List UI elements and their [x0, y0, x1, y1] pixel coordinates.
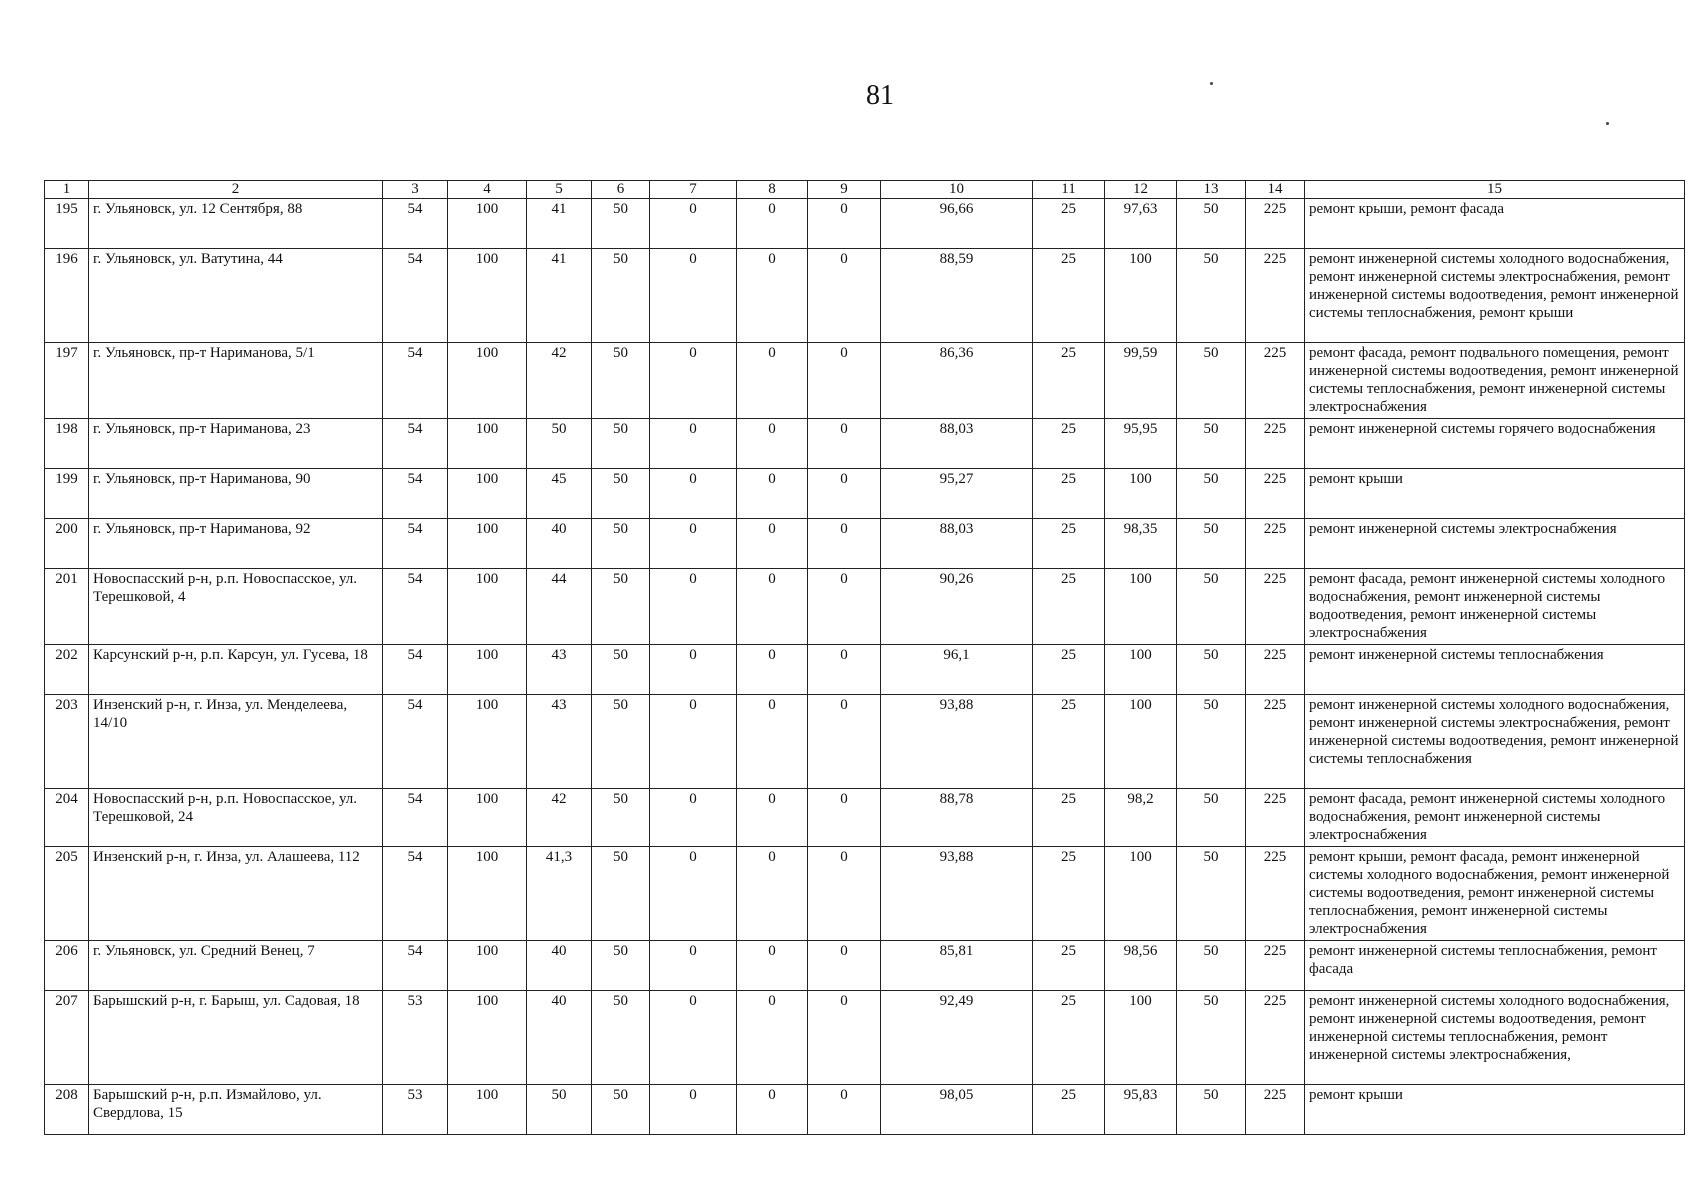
value-cell: 54	[383, 469, 448, 519]
address-cell: Барышский р-н, р.п. Измайлово, ул. Свердлова, 15	[89, 1085, 383, 1135]
value-cell: 42	[527, 789, 592, 847]
value-cell: 0	[737, 249, 808, 343]
row-number: 206	[45, 941, 89, 991]
value-cell: 50	[592, 941, 650, 991]
value-cell: 0	[737, 847, 808, 941]
value-cell: 100	[448, 941, 527, 991]
value-cell: 0	[737, 991, 808, 1085]
column-header: 2	[89, 181, 383, 199]
value-cell: 25	[1033, 519, 1105, 569]
value-cell: 100	[1105, 569, 1177, 645]
row-number: 205	[45, 847, 89, 941]
value-cell: 50	[1177, 419, 1246, 469]
value-cell: 40	[527, 941, 592, 991]
value-cell: 88,03	[881, 519, 1033, 569]
value-cell: 50	[1177, 199, 1246, 249]
value-cell: 100	[448, 419, 527, 469]
value-cell: 100	[448, 847, 527, 941]
column-header: 5	[527, 181, 592, 199]
value-cell: 0	[650, 645, 737, 695]
value-cell: 53	[383, 1085, 448, 1135]
table-row	[45, 991, 1685, 1085]
value-cell: 0	[737, 519, 808, 569]
value-cell: 225	[1246, 199, 1305, 249]
value-cell: 50	[592, 991, 650, 1085]
value-cell: 100	[448, 1085, 527, 1135]
value-cell: 100	[448, 249, 527, 343]
value-cell: 50	[592, 569, 650, 645]
column-header: 10	[881, 181, 1033, 199]
value-cell: 0	[808, 789, 881, 847]
value-cell: 25	[1033, 343, 1105, 419]
address-cell: Инзенский р-н, г. Инза, ул. Менделеева, 14/10	[89, 695, 383, 789]
value-cell: 42	[527, 343, 592, 419]
row-number: 204	[45, 789, 89, 847]
value-cell: 0	[737, 789, 808, 847]
value-cell: 50	[1177, 645, 1246, 695]
table-row	[45, 519, 1685, 569]
value-cell: 225	[1246, 645, 1305, 695]
address-cell: г. Ульяновск, ул. Ватутина, 44	[89, 249, 383, 343]
value-cell: 93,88	[881, 847, 1033, 941]
value-cell: 54	[383, 695, 448, 789]
value-cell: 50	[592, 419, 650, 469]
address-cell: Барышский р-н, г. Барыш, ул. Садовая, 18	[89, 991, 383, 1085]
value-cell: 225	[1246, 343, 1305, 419]
value-cell: 0	[650, 469, 737, 519]
value-cell: 95,83	[1105, 1085, 1177, 1135]
value-cell: 0	[808, 569, 881, 645]
value-cell: 0	[808, 1085, 881, 1135]
value-cell: 50	[1177, 343, 1246, 419]
value-cell: 50	[1177, 789, 1246, 847]
value-cell: 0	[650, 789, 737, 847]
value-cell: 50	[592, 199, 650, 249]
value-cell: 100	[448, 569, 527, 645]
column-header: 4	[448, 181, 527, 199]
value-cell: 54	[383, 645, 448, 695]
address-cell: Инзенский р-н, г. Инза, ул. Алашеева, 112	[89, 847, 383, 941]
value-cell: 25	[1033, 469, 1105, 519]
value-cell: 54	[383, 249, 448, 343]
value-cell: 98,2	[1105, 789, 1177, 847]
scan-speck	[1606, 122, 1609, 125]
value-cell: 96,1	[881, 645, 1033, 695]
row-number: 197	[45, 343, 89, 419]
value-cell: 225	[1246, 519, 1305, 569]
value-cell: 25	[1033, 695, 1105, 789]
value-cell: 0	[737, 695, 808, 789]
value-cell: 0	[808, 645, 881, 695]
value-cell: 54	[383, 519, 448, 569]
value-cell: 0	[650, 991, 737, 1085]
value-cell: 225	[1246, 847, 1305, 941]
value-cell: 100	[448, 991, 527, 1085]
works-cell: ремонт фасада, ремонт инженерной системы холодного водоснабжения, ремонт инженерной системы электроснабжения	[1305, 789, 1685, 847]
row-number: 207	[45, 991, 89, 1085]
value-cell: 0	[650, 249, 737, 343]
table-row	[45, 469, 1685, 519]
value-cell: 0	[737, 419, 808, 469]
value-cell: 0	[650, 519, 737, 569]
value-cell: 50	[1177, 469, 1246, 519]
value-cell: 0	[808, 469, 881, 519]
address-cell: Карсунский р-н, р.п. Карсун, ул. Гусева, 18	[89, 645, 383, 695]
value-cell: 0	[650, 847, 737, 941]
column-header: 12	[1105, 181, 1177, 199]
value-cell: 54	[383, 419, 448, 469]
value-cell: 43	[527, 645, 592, 695]
column-header: 1	[45, 181, 89, 199]
address-cell: Новоспасский р-н, р.п. Новоспасское, ул. Терешковой, 4	[89, 569, 383, 645]
value-cell: 50	[592, 249, 650, 343]
value-cell: 97,63	[1105, 199, 1177, 249]
column-header: 13	[1177, 181, 1246, 199]
value-cell: 0	[737, 941, 808, 991]
row-number: 208	[45, 1085, 89, 1135]
works-cell: ремонт инженерной системы холодного водоснабжения, ремонт инженерной системы водоотведения, ремонт инженерной системы теплоснабжения, ремонт инженерной системы электроснабжения,	[1305, 991, 1685, 1085]
value-cell: 40	[527, 991, 592, 1085]
works-cell: ремонт крыши, ремонт фасада, ремонт инженерной системы холодного водоснабжения, ремонт инженерной системы водоотведения, ремонт инженерной системы теплоснабжения, ремонт инженерной системы электроснабжения	[1305, 847, 1685, 941]
value-cell: 25	[1033, 419, 1105, 469]
value-cell: 0	[808, 343, 881, 419]
value-cell: 40	[527, 519, 592, 569]
row-number: 201	[45, 569, 89, 645]
works-cell: ремонт фасада, ремонт инженерной системы холодного водоснабжения, ремонт инженерной системы водоотведения, ремонт инженерной системы электроснабжения	[1305, 569, 1685, 645]
value-cell: 0	[650, 941, 737, 991]
row-number: 196	[45, 249, 89, 343]
value-cell: 50	[592, 645, 650, 695]
value-cell: 25	[1033, 991, 1105, 1085]
value-cell: 92,49	[881, 991, 1033, 1085]
register-table	[44, 180, 1685, 1135]
value-cell: 0	[650, 419, 737, 469]
value-cell: 98,05	[881, 1085, 1033, 1135]
value-cell: 93,88	[881, 695, 1033, 789]
value-cell: 50	[592, 343, 650, 419]
value-cell: 50	[592, 519, 650, 569]
value-cell: 225	[1246, 469, 1305, 519]
address-cell: г. Ульяновск, ул. 12 Сентября, 88	[89, 199, 383, 249]
value-cell: 0	[808, 941, 881, 991]
value-cell: 0	[737, 645, 808, 695]
works-cell: ремонт инженерной системы теплоснабжения, ремонт фасада	[1305, 941, 1685, 991]
value-cell: 0	[808, 991, 881, 1085]
value-cell: 44	[527, 569, 592, 645]
value-cell: 0	[808, 847, 881, 941]
value-cell: 100	[448, 199, 527, 249]
value-cell: 98,35	[1105, 519, 1177, 569]
value-cell: 225	[1246, 941, 1305, 991]
value-cell: 0	[737, 199, 808, 249]
value-cell: 0	[737, 569, 808, 645]
works-cell: ремонт фасада, ремонт подвального помещения, ремонт инженерной системы водоотведения, ремонт инженерной системы теплоснабжения, ремонт инженерной системы электроснабжения	[1305, 343, 1685, 419]
value-cell: 50	[1177, 847, 1246, 941]
column-header: 7	[650, 181, 737, 199]
address-cell: г. Ульяновск, пр-т Нариманова, 90	[89, 469, 383, 519]
value-cell: 41	[527, 199, 592, 249]
works-cell: ремонт крыши, ремонт фасада	[1305, 199, 1685, 249]
table-row	[45, 1085, 1685, 1135]
value-cell: 0	[737, 343, 808, 419]
value-cell: 50	[592, 469, 650, 519]
value-cell: 100	[1105, 695, 1177, 789]
value-cell: 41,3	[527, 847, 592, 941]
table-row	[45, 645, 1685, 695]
value-cell: 25	[1033, 249, 1105, 343]
value-cell: 0	[650, 1085, 737, 1135]
table-row	[45, 847, 1685, 941]
value-cell: 225	[1246, 789, 1305, 847]
address-cell: г. Ульяновск, пр-т Нариманова, 5/1	[89, 343, 383, 419]
row-number: 202	[45, 645, 89, 695]
value-cell: 54	[383, 199, 448, 249]
row-number: 199	[45, 469, 89, 519]
value-cell: 0	[737, 1085, 808, 1135]
value-cell: 50	[1177, 569, 1246, 645]
row-number: 198	[45, 419, 89, 469]
value-cell: 88,59	[881, 249, 1033, 343]
value-cell: 50	[592, 847, 650, 941]
value-cell: 25	[1033, 569, 1105, 645]
scan-speck	[1210, 82, 1213, 85]
value-cell: 95,27	[881, 469, 1033, 519]
value-cell: 96,66	[881, 199, 1033, 249]
table-row	[45, 419, 1685, 469]
value-cell: 50	[527, 1085, 592, 1135]
value-cell: 54	[383, 789, 448, 847]
value-cell: 45	[527, 469, 592, 519]
works-cell: ремонт инженерной системы холодного водоснабжения, ремонт инженерной системы электроснабжения, ремонт инженерной системы водоотведения, ремонт инженерной системы теплоснабжения	[1305, 695, 1685, 789]
value-cell: 88,78	[881, 789, 1033, 847]
value-cell: 50	[1177, 519, 1246, 569]
value-cell: 50	[1177, 249, 1246, 343]
value-cell: 54	[383, 343, 448, 419]
address-cell: г. Ульяновск, пр-т Нариманова, 92	[89, 519, 383, 569]
value-cell: 25	[1033, 645, 1105, 695]
value-cell: 100	[448, 645, 527, 695]
value-cell: 25	[1033, 847, 1105, 941]
value-cell: 100	[1105, 645, 1177, 695]
value-cell: 54	[383, 941, 448, 991]
header-row	[45, 181, 1685, 199]
works-cell: ремонт инженерной системы горячего водоснабжения	[1305, 419, 1685, 469]
value-cell: 100	[448, 343, 527, 419]
works-cell: ремонт инженерной системы электроснабжения	[1305, 519, 1685, 569]
table-row	[45, 199, 1685, 249]
value-cell: 86,36	[881, 343, 1033, 419]
value-cell: 225	[1246, 991, 1305, 1085]
value-cell: 100	[1105, 991, 1177, 1085]
table-row	[45, 249, 1685, 343]
value-cell: 225	[1246, 1085, 1305, 1135]
value-cell: 100	[1105, 249, 1177, 343]
value-cell: 50	[592, 1085, 650, 1135]
page-number: 81	[866, 80, 894, 111]
column-header: 15	[1305, 181, 1685, 199]
row-number: 195	[45, 199, 89, 249]
value-cell: 0	[808, 695, 881, 789]
value-cell: 0	[808, 519, 881, 569]
value-cell: 0	[650, 569, 737, 645]
address-cell: г. Ульяновск, ул. Средний Венец, 7	[89, 941, 383, 991]
column-header: 6	[592, 181, 650, 199]
value-cell: 95,95	[1105, 419, 1177, 469]
value-cell: 25	[1033, 941, 1105, 991]
value-cell: 43	[527, 695, 592, 789]
value-cell: 85,81	[881, 941, 1033, 991]
value-cell: 50	[592, 695, 650, 789]
value-cell: 0	[808, 419, 881, 469]
value-cell: 50	[1177, 991, 1246, 1085]
value-cell: 0	[650, 343, 737, 419]
works-cell: ремонт инженерной системы холодного водоснабжения, ремонт инженерной системы электроснабжения, ремонт инженерной системы водоотведения, ремонт инженерной системы теплоснабжения, ремонт крыши	[1305, 249, 1685, 343]
value-cell: 100	[1105, 847, 1177, 941]
column-header: 14	[1246, 181, 1305, 199]
value-cell: 90,26	[881, 569, 1033, 645]
value-cell: 50	[592, 789, 650, 847]
table-row	[45, 941, 1685, 991]
value-cell: 100	[1105, 469, 1177, 519]
works-cell: ремонт инженерной системы теплоснабжения	[1305, 645, 1685, 695]
value-cell: 0	[737, 469, 808, 519]
row-number: 203	[45, 695, 89, 789]
value-cell: 0	[808, 199, 881, 249]
value-cell: 54	[383, 847, 448, 941]
value-cell: 25	[1033, 199, 1105, 249]
table-row	[45, 695, 1685, 789]
value-cell: 0	[650, 695, 737, 789]
works-cell: ремонт крыши	[1305, 1085, 1685, 1135]
value-cell: 25	[1033, 1085, 1105, 1135]
address-cell: г. Ульяновск, пр-т Нариманова, 23	[89, 419, 383, 469]
value-cell: 100	[448, 695, 527, 789]
column-header: 11	[1033, 181, 1105, 199]
value-cell: 99,59	[1105, 343, 1177, 419]
row-number: 200	[45, 519, 89, 569]
column-header: 3	[383, 181, 448, 199]
column-header: 9	[808, 181, 881, 199]
value-cell: 50	[1177, 695, 1246, 789]
value-cell: 0	[650, 199, 737, 249]
value-cell: 50	[1177, 1085, 1246, 1135]
table-row	[45, 343, 1685, 419]
value-cell: 225	[1246, 569, 1305, 645]
table-row	[45, 569, 1685, 645]
value-cell: 98,56	[1105, 941, 1177, 991]
column-header: 8	[737, 181, 808, 199]
value-cell: 41	[527, 249, 592, 343]
value-cell: 225	[1246, 249, 1305, 343]
value-cell: 225	[1246, 695, 1305, 789]
works-cell: ремонт крыши	[1305, 469, 1685, 519]
value-cell: 0	[808, 249, 881, 343]
table-row	[45, 789, 1685, 847]
value-cell: 88,03	[881, 419, 1033, 469]
value-cell: 54	[383, 569, 448, 645]
address-cell: Новоспасский р-н, р.п. Новоспасское, ул. Терешковой, 24	[89, 789, 383, 847]
value-cell: 100	[448, 519, 527, 569]
value-cell: 50	[1177, 941, 1246, 991]
value-cell: 50	[527, 419, 592, 469]
value-cell: 53	[383, 991, 448, 1085]
value-cell: 25	[1033, 789, 1105, 847]
value-cell: 225	[1246, 419, 1305, 469]
value-cell: 100	[448, 789, 527, 847]
value-cell: 100	[448, 469, 527, 519]
